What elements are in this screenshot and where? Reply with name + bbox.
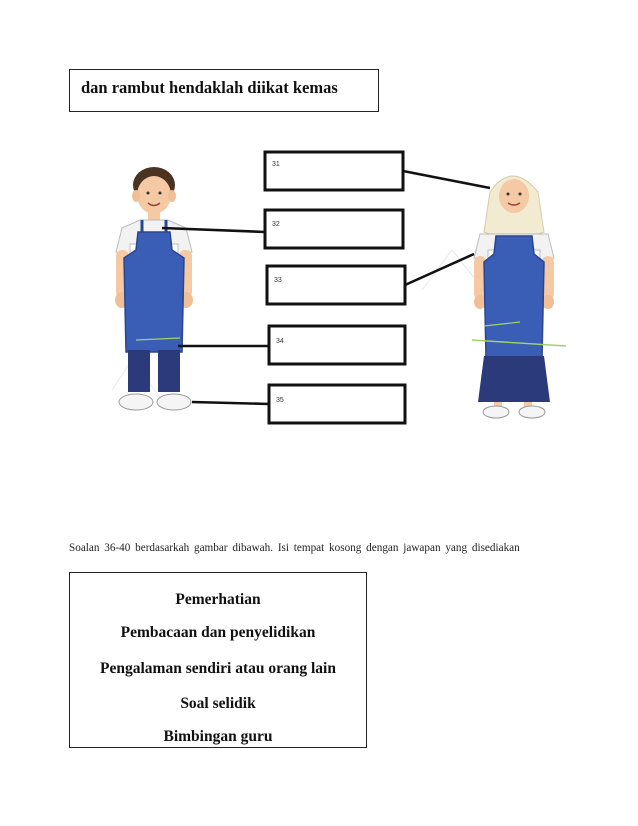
answer-item: Bimbingan guru <box>163 728 273 745</box>
label-number-31: 31 <box>272 161 280 168</box>
label-box-31[interactable] <box>265 152 403 190</box>
label-box-32[interactable] <box>265 210 403 248</box>
answer-choices-box <box>69 572 367 748</box>
label-number-33: 33 <box>274 277 282 284</box>
label-box-35[interactable] <box>269 385 405 423</box>
answer-item: Pengalaman sendiri atau orang lain <box>100 660 336 677</box>
top-label-text: dan rambut hendaklah diikat kemas <box>81 78 338 97</box>
label-number-35: 35 <box>276 397 284 404</box>
question-instruction: Soalan 36-40 berdasarkah gambar dibawah. Isi tempat kosong dengan jawapan yang disediakan <box>69 542 520 554</box>
students-apron-figure <box>92 140 574 438</box>
label-number-34: 34 <box>276 338 284 345</box>
answer-item: Soal selidik <box>180 695 256 712</box>
answer-item: Pembacaan dan penyelidikan <box>120 624 316 641</box>
girl-figure <box>472 176 566 418</box>
top-label-box <box>69 69 379 112</box>
connector-35 <box>192 402 269 404</box>
boy-figure <box>115 167 193 410</box>
label-box-33[interactable] <box>267 266 405 304</box>
connector-33 <box>405 254 474 285</box>
answer-item: Pemerhatian <box>175 591 261 608</box>
label-number-32: 32 <box>272 221 280 228</box>
connector-31 <box>403 171 490 188</box>
label-box-34[interactable] <box>269 326 405 364</box>
